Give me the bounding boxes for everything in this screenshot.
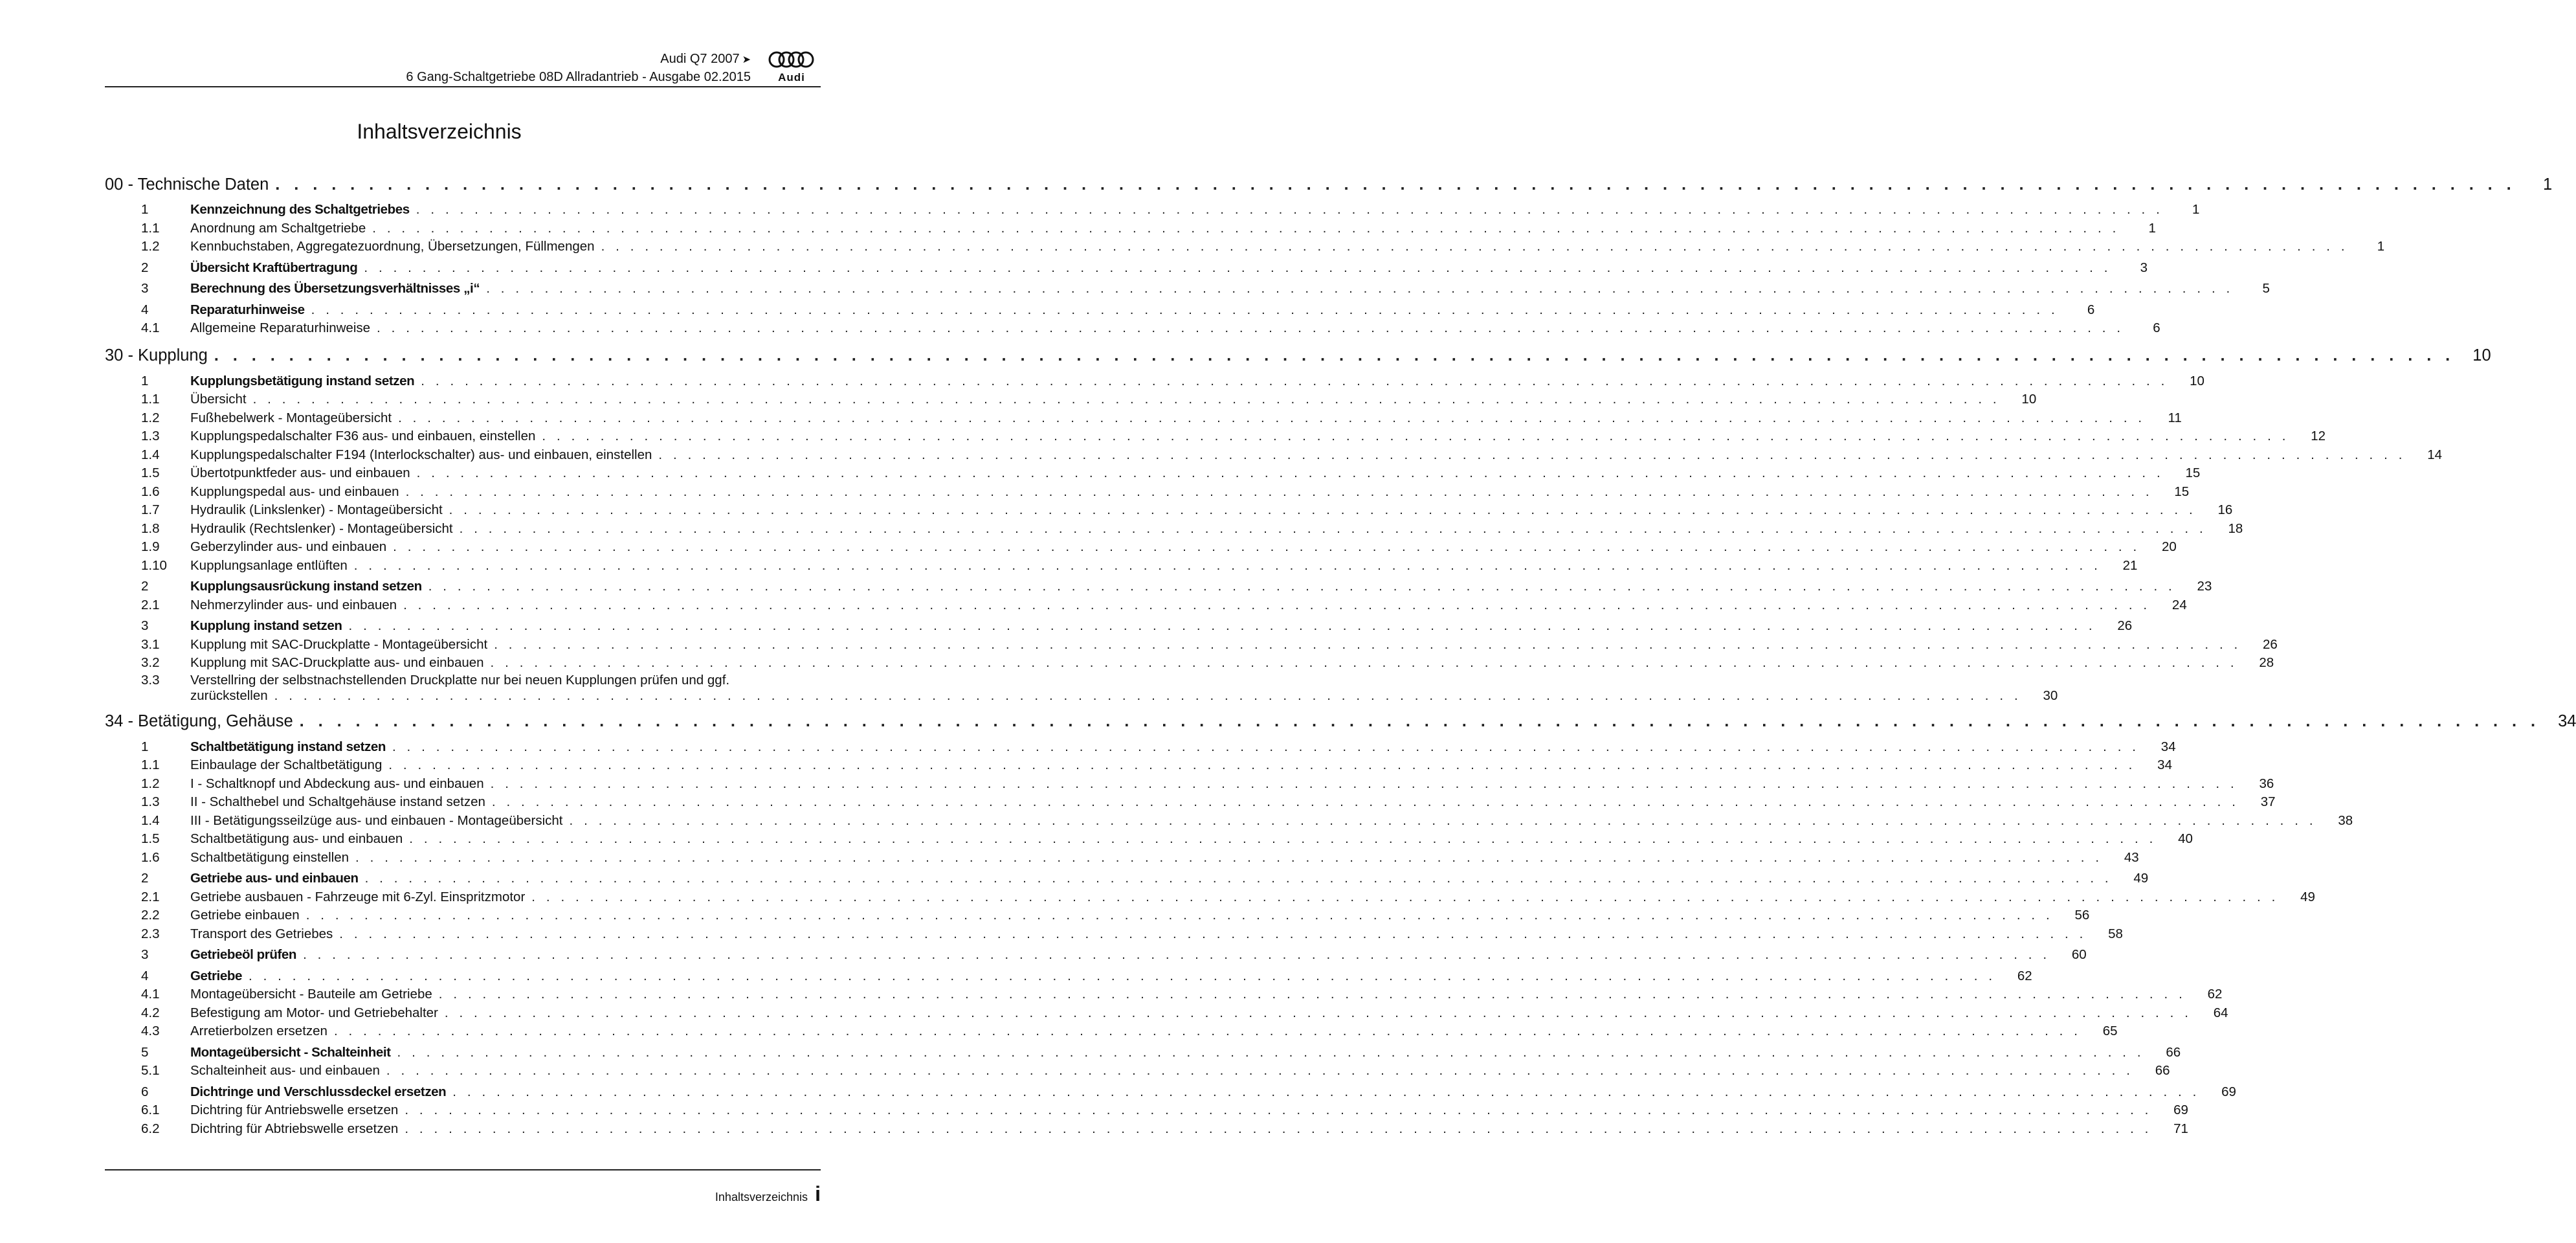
toc-entry-number: 2.3 — [141, 926, 160, 941]
toc-leader: . . . . . . . . . . . . . . . . . . . . . . . . . . . . . . . . . . . . . . . . . . . . . . . . . . . . . . . . . . . . . . . . . . . . . . . . . . . . . . . . . . . . . . . . . . . . . . . . . . . . . . . . . . . . . . . . . . . . . . . . — [486, 281, 2234, 297]
toc-leader: . . . . . . . . . . . . . . . . . . . . . . . . . . . . . . . . . . . . . . . . . . . . . . . . . . . . . . . . . . . . . . . . . . . . . . . . . . . . . . . . . . . . . . . . . . . . . . . . . . . . . . . . . . . . . . . . . . . . . . . . — [444, 1005, 2192, 1020]
toc-entry-label: Kupplungspedalschalter F36 aus- und einbauen, einstellen — [190, 429, 536, 444]
toc-entry-label: Getriebe einbauen — [190, 908, 300, 923]
toc-entry-number: 6.2 — [141, 1121, 160, 1136]
toc-entry-label: Arretierbolzen ersetzen — [190, 1024, 328, 1039]
toc-entry-number: 3.2 — [141, 655, 160, 671]
toc-leader: . . . . . . . . . . . . . . . . . . . . . . . . . . . . . . . . . . . . . . . . . . . . . . . . . . . . . . . . . . . . . . . . . . . . . . . . . . . . . . . . . . . . . . . . . . . . . . . . . . . . . . . . . . . . . . . . . . . . . . . . — [490, 655, 2238, 671]
toc-chapter[interactable] — [105, 708, 2576, 735]
toc-page-number: 66 — [2166, 1044, 2181, 1060]
toc-entry-number: 1.1 — [141, 392, 160, 407]
toc-entry-label: Getriebeöl prüfen — [190, 947, 297, 963]
toc-entry-number: 1.2 — [141, 239, 160, 254]
toc-leader: . . . . . . . . . . . . . . . . . . . . . . . . . . . . . . . . . . . . . . . . . . . . . . . . . . . . . . . . . . . . . . . . . . . . . . . . . . . . . . . . . . . . . . . . . . . . . . . . . . . . . . . . . . . . . . . . . . . . . . . . — [311, 302, 2059, 317]
toc-page-number: 60 — [2071, 947, 2087, 963]
toc-page-number: 1 — [2542, 175, 2553, 194]
toc-entry-number: 2 — [141, 871, 149, 886]
toc-entry-label: Getriebe aus- und einbauen — [190, 871, 359, 886]
toc-page-number: 11 — [2168, 410, 2182, 425]
toc-entry-label: Hydraulik (Linkslenker) - Montageübersicht — [190, 502, 443, 518]
toc-entry-label: Kennzeichnung des Schaltgetriebes — [190, 202, 410, 218]
toc-leader: . . . . . . . . . . . . . . . . . . . . . . . . . . . . . . . . . . . . . . . . . . . . . . . . . . . . . . . . . . . . . . . . . . . . . . . . . . . . . . . . . . . . . . . . . . . . . . . . . . . . . . . . . . . . . . . . . . . . . . . . — [398, 410, 2146, 425]
toc-entry-label: Kennbuchstaben, Aggregatezuordnung, Übersetzungen, Füllmengen — [190, 239, 595, 254]
toc-entry[interactable] — [105, 446, 2443, 465]
toc-page-number: 14 — [2427, 447, 2443, 462]
toc-entry-label: I - Schaltknopf und Abdeckung aus- und einbauen — [190, 776, 484, 791]
toc-page-number: 21 — [2122, 557, 2138, 573]
page-header — [105, 49, 821, 88]
toc-entry[interactable] — [105, 888, 2315, 907]
toc-entry[interactable] — [105, 238, 2385, 256]
toc-leader: . . . . . . . . . . . . . . . . . . . . . . . . . . . . . . . . . . . . . . . . . . . . . . . . . . . . . . . . . . . . . . . . . . . . . . . . . . . . . . . . . . . . . . . . . . . . . . . . . . . . . . . . . . . . . . . . . . . . . . . . — [305, 908, 2054, 923]
toc-entry-number: 3.1 — [141, 636, 160, 652]
toc-page-number: 34 — [2157, 757, 2172, 773]
toc-entry-number: 1.5 — [141, 465, 160, 481]
footer-page-number: i — [815, 1182, 821, 1205]
toc-entry[interactable] — [105, 985, 2223, 1004]
toc-entry-number: 1.3 — [141, 429, 160, 444]
toc-leader: . . . . . . . . . . . . . . . . . . . . . . . . . . . . . . . . . . . . . . . . . . . . . . . . . . . . . . . . . . . . . . . . . . . . . . . . . . . . . . . . . . . . . . . . . . . . . . . . . . . . . . . . . . . . . . . . . . . . . . . . — [333, 1024, 2082, 1039]
toc-section[interactable] — [105, 946, 2087, 965]
toc-entry-label: Kupplungspedalschalter F194 (Interlockschalter) aus- und einbauen, einstellen — [190, 447, 652, 462]
toc-leader: . . . . . . . . . . . . . . . . . . . . . . . . . . . . . . . . . . . . . . . . . . . . . . . . . . . . . . . . . . . . . . . . . . . . . . . . . . . . . . . . . . . . . . . . . . . . . . . . . . . . . . . . . . . . . . . . . . . . . . . . — [601, 239, 2349, 254]
toc-leader: . . . . . . . . . . . . . . . . . . . . . . . . . . . . . . . . . . . . . . . . . . . . . . . . . . . . . . . . . . . . . . . . . . . . . . . . . . . . . . . . . . . . . . . . . . . . . . . . . . . . . . . . . . . . . . . . . . . . . . . . — [403, 597, 2151, 612]
toc-entry[interactable] — [105, 775, 2274, 794]
toc-entry-number: 5.1 — [141, 1063, 160, 1079]
toc-page-number: 1 — [2192, 202, 2200, 218]
toc-section[interactable] — [105, 280, 2270, 298]
toc-page-number: 69 — [2173, 1103, 2188, 1118]
toc-leader: . . . . . . . . . . . . . . . . . . . . . . . . . . . . . . . . . . . . . . . . . . . . . . . . . . . . . . . . . . . . . . . . . . . . . . . . . . . . . . . . . . . . . . . . . . . . . . . . . . . . . . . . . . . . . . . . . . . . . . . . — [438, 987, 2186, 1002]
toc-entry-label-cont: zurückstellen — [190, 688, 268, 703]
toc-entry[interactable] — [105, 319, 2160, 338]
toc-section[interactable] — [105, 617, 2133, 636]
toc-entry-number: 1 — [141, 373, 149, 388]
toc-page-number: 15 — [2174, 484, 2190, 499]
toc-page-number: 43 — [2124, 849, 2139, 865]
toc-entry[interactable] — [105, 1062, 2170, 1081]
toc-entry-number: 4 — [141, 302, 149, 317]
toc-entry[interactable] — [105, 219, 2156, 238]
toc-leader: . . . . . . . . . . . . . . . . . . . . . . . . . . . . . . . . . . . . . . . . . . . . . . . . . . . . . . . . . . . . . . . . . . . . . . . . . . . . . . . . . . . . . . . . . . . . . . . . . . . . . . . . . . . . . . . . . . . . . . . . — [214, 346, 2455, 364]
toc-page-number: 49 — [2300, 889, 2315, 904]
toc-entry[interactable] — [105, 538, 2177, 557]
toc-entry-number: 3 — [141, 618, 149, 634]
toc-entry-label: Dichtring für Abtriebswelle ersetzen — [190, 1121, 399, 1136]
toc-entry[interactable] — [105, 849, 2139, 868]
table-of-contents — [105, 171, 2576, 1138]
toc-entry-label: Getriebe ausbauen - Fahrzeuge mit 6-Zyl. Einspritzmotor — [190, 889, 526, 904]
toc-entry[interactable] — [105, 501, 2233, 520]
toc-leader: . . . . . . . . . . . . . . . . . . . . . . . . . . . . . . . . . . . . . . . . . . . . . . . . . . . . . . . . . . . . . . . . . . . . . . . . . . . . . . . . . . . . . . . . . . . . . . . . . . . . . . . . . . . . . . . . . . . . . . . . — [377, 320, 2124, 336]
toc-entry-label: III - Betätigungsseilzüge aus- und einbauen - Montageübersicht — [190, 812, 563, 828]
toc-leader: . . . . . . . . . . . . . . . . . . . . . . . . . . . . . . . . . . . . . . . . . . . . . . . . . . . . . . . . . . . . . . . . . . . . . . . . . . . . . . . . . . . . . . . . . . . . . . . . . . . . . . . . . . . . . . . . . . . . . . . . — [303, 947, 2050, 963]
toc-entry-label: Allgemeine Reparaturhinweise — [190, 320, 371, 336]
toc-leader: . . . . . . . . . . . . . . . . . . . . . . . . . . . . . . . . . . . . . . . . . . . . . . . . . . . . . . . . . . . . . . . . . . . . . . . . . . . . . . . . . . . . . . . . . . . . . . . . . . . . . . . . . . . . . . . . . . . . . . . . — [339, 926, 2087, 941]
toc-entry-label: Schalteinheit aus- und einbauen — [190, 1063, 380, 1079]
toc-entry[interactable] — [105, 464, 2201, 483]
toc-entry[interactable] — [105, 557, 2138, 576]
toc-entry-label: Montageübersicht - Bauteile am Getriebe — [190, 987, 432, 1002]
toc-entry-number: 1.5 — [141, 831, 160, 847]
toc-entry[interactable] — [105, 427, 2326, 446]
toc-leader: . . . . . . . . . . . . . . . . . . . . . . . . . . . . . . . . . . . . . . . . . . . . . . . . . . . . . . . . . . . . . . . . . . . . . . . . . . . . . . . . . . . . . . . . . . . . . . . . . . . . . . . . . . . . . . . . . . . . . . . . — [542, 429, 2290, 444]
toc-entry-number: 3 — [141, 281, 149, 297]
toc-page-number: 26 — [2263, 636, 2278, 652]
toc-entry-label: Übersicht — [190, 392, 247, 407]
toc-leader: . . . . . . . . . . . . . . . . . . . . . . . . . . . . . . . . . . . . . . . . . . . . . . . . . . . . . . . . . . . . . . . . . . . . . . . . . . . . . . . . . . . . . . . . . . . . . . . . . . . . . . . . . . . . . . . . . . . . . . . . — [299, 712, 2540, 730]
toc-leader: . . . . . . . . . . . . . . . . . . . . . . . . . . . . . . . . . . . . . . . . . . . . . . . . . . . . . . . . . . . . . . . . . . . . . . . . . . . . . . . . . . . . . . . . . . . . . . . . . . . . . . . . . . . . . . . . . . . . . . . . — [569, 812, 2317, 828]
toc-entry-number: 1.7 — [141, 502, 160, 518]
toc-entry-label: Montageübersicht - Schalteinheit — [190, 1044, 391, 1060]
toc-entry-number: 4.1 — [141, 320, 160, 336]
toc-leader: . . . . . . . . . . . . . . . . . . . . . . . . . . . . . . . . . . . . . . . . . . . . . . . . . . . . . . . . . . . . . . . . . . . . . . . . . . . . . . . . . . . . . . . . . . . . . . . . . . . . . . . . . . . . . . . . . . . . . . . . — [421, 373, 2168, 388]
toc-entry-number: 1.4 — [141, 447, 160, 462]
toc-entry-label: Schaltbetätigung einstellen — [190, 849, 350, 865]
toc-leader: . . . . . . . . . . . . . . . . . . . . . . . . . . . . . . . . . . . . . . . . . . . . . . . . . . . . . . . . . . . . . . . . . . . . . . . . . . . . . . . . . . . . . . . . . . . . . . . . . . . . . . . . . . . . . . . . . . . . . . . . — [405, 1103, 2152, 1118]
toc-page-number: 36 — [2259, 776, 2274, 791]
toc-page-number: 3 — [2140, 260, 2148, 275]
toc-entry-number: 1.6 — [141, 849, 160, 865]
toc-entry[interactable] — [105, 906, 2090, 925]
toc-entry-number: 1 — [141, 202, 149, 218]
toc-entry-number: 4.2 — [141, 1005, 160, 1020]
toc-entry-label: Kupplungsbetätigung instand setzen — [190, 373, 415, 388]
toc-section[interactable] — [105, 1083, 2236, 1102]
toc-entry-label: Dichtring für Antriebswelle ersetzen — [190, 1103, 399, 1118]
toc-page-number: 28 — [2259, 655, 2274, 671]
toc-entry-number: 1.4 — [141, 812, 160, 828]
toc-entry-label: Hydraulik (Rechtslenker) - Montageübersicht — [190, 521, 453, 536]
toc-entry[interactable] — [105, 1120, 2188, 1139]
toc-page-number: 49 — [2133, 871, 2149, 886]
toc-page-number: 20 — [2161, 539, 2177, 555]
toc-leader: . . . . . . . . . . . . . . . . . . . . . . . . . . . . . . . . . . . . . . . . . . . . . . . . . . . . . . . . . . . . . . . . . . . . . . . . . . . . . . . . . . . . . . . . . . . . . . . . . . . . . . . . . . . . . . . . . . . . . . . . — [275, 175, 2516, 194]
toc-leader: . . . . . . . . . . . . . . . . . . . . . . . . . . . . . . . . . . . . . . . . . . . . . . . . . . . . . . . . . . . . . . . . . . . . . . . . . . . . . . . . . . . . . . . . . . . . . . . . . . . . . . . . . . . . . . . . . . . . . . . . — [490, 776, 2238, 791]
toc-entry-label: Kupplung mit SAC-Druckplatte aus- und einbauen — [190, 655, 484, 671]
toc-leader: . . . . . . . . . . . . . . . . . . . . . . . . . . . . . . . . . . . . . . . . . . . . . . . . . . . . . . . . . . . . . . . . . . . . . . . . . . . . . . . . . . . . . . . . . . . . . . . . . . . . . . . . . . . . . . . . . . . . . . . . — [252, 392, 2001, 407]
toc-entry[interactable] — [105, 654, 2274, 673]
toc-entry[interactable] — [105, 1004, 2228, 1023]
toc-leader: . . . . . . . . . . . . . . . . . . . . . . . . . . . . . . . . . . . . . . . . . . . . . . . . . . . . . . . . . . . . . . . . . . . . . . . . . . . . . . . . . . . . . . . . . . . . . . . . . . . . . . . . . . . . . . . . . . . . . . . . — [428, 579, 2176, 594]
toc-leader: . . . . . . . . . . . . . . . . . . . . . . . . . . . . . . . . . . . . . . . . . . . . . . . . . . . . . . . . . . . . . . . . . . . . . . . . . . . . . . . . . . . . . . . . . . . . . . . . . . . . . . . . . . . . . . . . . . . . . . . . — [392, 739, 2140, 754]
toc-entry[interactable] — [105, 812, 2353, 831]
toc-page-number: 69 — [2221, 1084, 2236, 1099]
toc-page-number: 65 — [2102, 1024, 2118, 1039]
toc-page-number: 26 — [2117, 618, 2133, 634]
audi-logo — [762, 50, 821, 83]
toc-page-number: 64 — [2213, 1005, 2228, 1020]
toc-entry-number: 2 — [141, 579, 149, 594]
toc-page-number: 62 — [2017, 968, 2032, 983]
toc-leader: . . . . . . . . . . . . . . . . . . . . . . . . . . . . . . . . . . . . . . . . . . . . . . . . . . . . . . . . . . . . . . . . . . . . . . . . . . . . . . . . . . . . . . . . . . . . . . . . . . . . . . . . . . . . . . . . . . . . . . . . — [491, 794, 2239, 810]
toc-leader: . . . . . . . . . . . . . . . . . . . . . . . . . . . . . . . . . . . . . . . . . . . . . . . . . . . . . . . . . . . . . . . . . . . . . . . . . . . . . . . . . . . . . . . . . . . . . . . . . . . . . . . . . . . . . . . . . . . . . . . . — [353, 557, 2102, 573]
toc-entry[interactable] — [105, 409, 2182, 428]
toc-entry-label: Kupplungsanlage entlüften — [190, 557, 348, 573]
toc-chapter[interactable] — [105, 171, 2553, 198]
toc-page-number: 12 — [2311, 429, 2326, 444]
toc-leader: . . . . . . . . . . . . . . . . . . . . . . . . . . . . . . . . . . . . . . . . . . . . . . . . . . . . . . . . . . . . . . . . . . . . . . . . . . . . . . . . . . . . . . . . . . . . . . . . . . . . . . . . . . . . . . . . . . . . . . . . — [364, 871, 2113, 886]
toc-leader: . . . . . . . . . . . . . . . . . . . . . . . . . . . . . . . . . . . . . . . . . . . . . . . . . . . . . . . . . . . . . . . . . . . . . . . . . . . . . . . . . . . . . . . . . . . . . . . . . . . . . . . . . . . . . . . . . . . . . . . . — [388, 757, 2136, 773]
toc-page-number: 10 — [2472, 346, 2491, 364]
header-subtitle: 6 Gang-Schaltgetriebe 08D Allradantrieb - Ausgabe 02.2015 — [406, 70, 751, 84]
toc-leader: . . . . . . . . . . . . . . . . . . . . . . . . . . . . . . . . . . . . . . . . . . . . . . . . . . . . . . . . . . . . . . . . . . . . . . . . . . . . . . . . . . . . . . . . . . . . . . . . . . . . . . . . . . . . . . . . . . . . . . . . — [416, 465, 2164, 481]
toc-leader: . . . . . . . . . . . . . . . . . . . . . . . . . . . . . . . . . . . . . . . . . . . . . . . . . . . . . . . . . . . . . . . . . . . . . . . . . . . . . . . . . . . . . . . . . . . . . . . . . . . . . . . . . . . . . . . . . . . . . . . . — [494, 636, 2241, 652]
toc-entry[interactable] — [105, 483, 2190, 502]
toc-section[interactable] — [105, 1044, 2181, 1062]
toc-entry-number: 1.8 — [141, 521, 160, 536]
toc-entry[interactable] — [105, 830, 2193, 849]
toc-page-number: 30 — [2043, 688, 2058, 703]
toc-page-number: 10 — [2021, 392, 2037, 407]
audi-wordmark: Audi — [778, 71, 805, 84]
footer-divider — [105, 1169, 821, 1170]
toc-entry[interactable] — [105, 1022, 2118, 1041]
toc-entry-label: Kupplung instand setzen — [190, 618, 342, 634]
toc-entry[interactable] — [105, 520, 2243, 539]
toc-entry-label: Übertotpunktfeder aus- und einbauen — [190, 465, 410, 481]
toc-entry-number: 6.1 — [141, 1103, 160, 1118]
toc-leader: . . . . . . . . . . . . . . . . . . . . . . . . . . . . . . . . . . . . . . . . . . . . . . . . . . . . . . . . . . . . . . . . . . . . . . . . . . . . . . . . . . . . . . . . . . . . . . . . . . . . . . . . . . . . . . . . . . . . . . . . — [416, 202, 2164, 218]
toc-page-number: 15 — [2185, 465, 2201, 481]
toc-page-number: 16 — [2217, 502, 2233, 518]
toc-entry-number: 1.3 — [141, 794, 160, 810]
toc-section[interactable] — [105, 301, 2095, 320]
toc-page-number: 5 — [2262, 281, 2270, 297]
toc-chapter-title: 34 - Betätigung, Gehäuse — [105, 712, 293, 730]
toc-entry-label: Getriebe — [190, 968, 242, 983]
toc-leader: . . . . . . . . . . . . . . . . . . . . . . . . . . . . . . . . . . . . . . . . . . . . . . . . . . . . . . . . . . . . . . . . . . . . . . . . . . . . . . . . . . . . . . . . . . . . . . . . . . . . . . . . . . . . . . . . . . . . . . . . — [405, 1121, 2152, 1136]
toc-leader: . . . . . . . . . . . . . . . . . . . . . . . . . . . . . . . . . . . . . . . . . . . . . . . . . . . . . . . . . . . . . . . . . . . . . . . . . . . . . . . . . . . . . . . . . . . . . . . . . . . . . . . . . . . . . . . . . . . . . . . . — [393, 539, 2140, 555]
toc-entry[interactable] — [105, 756, 2172, 775]
toc-page-number: 23 — [2197, 579, 2212, 594]
toc-page-number: 34 — [2160, 739, 2176, 754]
toc-section[interactable] — [105, 577, 2212, 596]
toc-leader: . . . . . . . . . . . . . . . . . . . . . . . . . . . . . . . . . . . . . . . . . . . . . . . . . . . . . . . . . . . . . . . . . . . . . . . . . . . . . . . . . . . . . . . . . . . . . . . . . . . . . . . . . . . . . . . . . . . . . . . . — [459, 521, 2207, 536]
toc-entry-number: 2.2 — [141, 908, 160, 923]
toc-leader: . . . . . . . . . . . . . . . . . . . . . . . . . . . . . . . . . . . . . . . . . . . . . . . . . . . . . . . . . . . . . . . . . . . . . . . . . . . . . . . . . . . . . . . . . . . . . . . . . . . . . . . . . . . . . . . . . . . . . . . . — [449, 502, 2197, 518]
toc-entry-label: Kupplungsausrückung instand setzen — [190, 579, 422, 594]
toc-page-number: 38 — [2338, 812, 2353, 828]
toc-page-number: 10 — [2190, 373, 2204, 388]
toc-entry-label: Anordnung am Schaltgetriebe — [190, 220, 366, 236]
toc-entry-number: 1.9 — [141, 539, 160, 555]
toc-section[interactable] — [105, 967, 2032, 986]
toc-section[interactable] — [105, 372, 2204, 391]
toc-page-number: 71 — [2173, 1121, 2188, 1136]
audi-rings-icon — [762, 50, 821, 71]
toc-entry-label: Berechnung des Übersetzungsverhältnisses „i“ — [190, 281, 480, 297]
toc-entry-label: Nehmerzylinder aus- und einbauen — [190, 597, 397, 612]
toc-page-number: 66 — [2155, 1063, 2170, 1079]
toc-entry-label: Befestigung am Motor- und Getriebehalter — [190, 1005, 438, 1020]
toc-leader: . . . . . . . . . . . . . . . . . . . . . . . . . . . . . . . . . . . . . . . . . . . . . . . . . . . . . . . . . . . . . . . . . . . . . . . . . . . . . . . . . . . . . . . . . . . . . . . . . . . . . . . . . . . . . . . . . . . . . . . . — [452, 1084, 2200, 1099]
toc-leader: . . . . . . . . . . . . . . . . . . . . . . . . . . . . . . . . . . . . . . . . . . . . . . . . . . . . . . . . . . . . . . . . . . . . . . . . . . . . . . . . . . . . . . . . . . . . . . . . . . . . . . . . . . . . . . . . . . . . . . . . — [372, 220, 2120, 236]
toc-entry[interactable] — [105, 672, 2058, 704]
toc-page-number: 34 — [2558, 712, 2576, 730]
toc-page-number: 58 — [2108, 926, 2123, 941]
toc-entry-number: 1.1 — [141, 220, 160, 236]
header-model: Audi Q7 2007 — [660, 52, 740, 66]
toc-leader: . . . . . . . . . . . . . . . . . . . . . . . . . . . . . . . . . . . . . . . . . . . . . . . . . . . . . . . . . . . . . . . . . . . . . . . . . . . . . . . . . . . . . . . . . . . . . . . . . . . . . . . . . . . . . . . . . . . . . . . . — [397, 1044, 2145, 1060]
toc-section[interactable] — [105, 738, 2176, 757]
toc-entry-number: 1.1 — [141, 757, 160, 773]
toc-entry-number: 3 — [141, 947, 149, 963]
toc-page-number: 1 — [2148, 220, 2156, 236]
toc-entry-number: 1 — [141, 739, 149, 754]
toc-entry-number: 1.6 — [141, 484, 160, 499]
toc-leader: . . . . . . . . . . . . . . . . . . . . . . . . . . . . . . . . . . . . . . . . . . . . . . . . . . . . . . . . . . . . . . . . . . . . . . . . . . . . . . . . . . . . . . . . . . . . . . . . . . . . . . . . . . . . . . . . . . . . . . . . — [405, 484, 2153, 499]
toc-entry-number: 6 — [141, 1084, 149, 1099]
toc-entry[interactable] — [105, 596, 2187, 615]
toc-page-number: 6 — [2153, 320, 2160, 336]
toc-entry-number: 4.1 — [141, 987, 160, 1002]
toc-page-number: 24 — [2171, 597, 2187, 612]
toc-entry[interactable] — [105, 636, 2278, 655]
toc-page-number: 18 — [2228, 521, 2243, 536]
toc-entry-label: Kupplungspedal aus- und einbauen — [190, 484, 399, 499]
toc-entry-label: Übersicht Kraftübertragung — [190, 260, 358, 275]
toc-entry-label: Einbaulage der Schaltbetätigung — [190, 757, 383, 773]
toc-entry-label: II - Schalthebel und Schaltgehäuse instand setzen — [190, 794, 485, 810]
toc-leader: . . . . . . . . . . . . . . . . . . . . . . . . . . . . . . . . . . . . . . . . . . . . . . . . . . . . . . . . . . . . . . . . . . . . . . . . . . . . . . . . . . . . . . . . . . . . . . . . . . . . . . . . . . . . . . . . . . . . . . . . — [364, 260, 2112, 275]
toc-entry-number: 2.1 — [141, 889, 160, 904]
toc-leader: . . . . . . . . . . . . . . . . . . . . . . . . . . . . . . . . . . . . . . . . . . . . . . . . . . . . . . . . . . . . . . . . . . . . . . . . . . . . . . . . . . . . . . . . . . . . . . . . . . . . . . . . . . . . . . . . . . . . . . . . — [348, 618, 2096, 634]
toc-entry-label: Verstellring der selbstnachstellenden Druckplatte nur bei neuen Kupplungen prüfen und ggf. — [190, 672, 730, 688]
toc-leader: . . . . . . . . . . . . . . . . . . . . . . . . . . . . . . . . . . . . . . . . . . . . . . . . . . . . . . . . . . . . . . . . . . . . . . . . . . . . . . . . . . . . . . . . . . . . . . . . . . . . . . . . . . . . . . . . . . . . . . . . — [274, 688, 2022, 703]
toc-page-number: 6 — [2087, 302, 2095, 317]
arrow-right-icon: ➤ — [742, 54, 751, 65]
toc-entry-label: Geberzylinder aus- und einbauen — [190, 539, 387, 555]
toc-entry-number: 1.10 — [141, 557, 167, 573]
toc-entry[interactable] — [105, 390, 2037, 409]
toc-entry-number: 1.2 — [141, 410, 160, 425]
toc-leader: . . . . . . . . . . . . . . . . . . . . . . . . . . . . . . . . . . . . . . . . . . . . . . . . . . . . . . . . . . . . . . . . . . . . . . . . . . . . . . . . . . . . . . . . . . . . . . . . . . . . . . . . . . . . . . . . . . . . . . . . — [409, 831, 2157, 847]
toc-section[interactable] — [105, 869, 2149, 888]
toc-entry-number: 4.3 — [141, 1024, 160, 1039]
toc-leader: . . . . . . . . . . . . . . . . . . . . . . . . . . . . . . . . . . . . . . . . . . . . . . . . . . . . . . . . . . . . . . . . . . . . . . . . . . . . . . . . . . . . . . . . . . . . . . . . . . . . . . . . . . . . . . . . . . . . . . . . — [355, 849, 2103, 865]
toc-entry-number: 4 — [141, 968, 149, 983]
toc-leader: . . . . . . . . . . . . . . . . . . . . . . . . . . . . . . . . . . . . . . . . . . . . . . . . . . . . . . . . . . . . . . . . . . . . . . . . . . . . . . . . . . . . . . . . . . . . . . . . . . . . . . . . . . . . . . . . . . . . . . . . — [531, 889, 2279, 904]
toc-page-number: 56 — [2074, 908, 2090, 923]
header-divider — [105, 86, 821, 87]
toc-entry-label: Schaltbetätigung instand setzen — [190, 739, 386, 754]
toc-entry-label: Dichtringe und Verschlussdeckel ersetzen — [190, 1084, 447, 1099]
toc-entry[interactable] — [105, 1101, 2188, 1120]
toc-entry-number: 3.3 — [141, 672, 160, 688]
toc-entry-number: 5 — [141, 1044, 149, 1060]
toc-entry[interactable] — [105, 925, 2123, 944]
toc-page-number: 40 — [2178, 831, 2193, 847]
toc-entry[interactable] — [105, 793, 2276, 812]
toc-chapter[interactable] — [105, 342, 2491, 370]
toc-leader: . . . . . . . . . . . . . . . . . . . . . . . . . . . . . . . . . . . . . . . . . . . . . . . . . . . . . . . . . . . . . . . . . . . . . . . . . . . . . . . . . . . . . . . . . . . . . . . . . . . . . . . . . . . . . . . . . . . . . . . . — [658, 447, 2406, 462]
toc-entry-label: Schaltbetätigung aus- und einbauen — [190, 831, 403, 847]
toc-entry-label: Kupplung mit SAC-Druckplatte - Montageübersicht — [190, 636, 488, 652]
footer-section-label: Inhaltsverzeichnis — [715, 1191, 808, 1204]
toc-leader: . . . . . . . . . . . . . . . . . . . . . . . . . . . . . . . . . . . . . . . . . . . . . . . . . . . . . . . . . . . . . . . . . . . . . . . . . . . . . . . . . . . . . . . . . . . . . . . . . . . . . . . . . . . . . . . . . . . . . . . . — [386, 1063, 2134, 1079]
toc-page-number: 62 — [2207, 987, 2223, 1002]
toc-chapter-title: 00 - Technische Daten — [105, 175, 269, 194]
toc-chapter-title: 30 - Kupplung — [105, 346, 208, 364]
toc-leader: . . . . . . . . . . . . . . . . . . . . . . . . . . . . . . . . . . . . . . . . . . . . . . . . . . . . . . . . . . . . . . . . . . . . . . . . . . . . . . . . . . . . . . . . . . . . . . . . . . . . . . . . . . . . . . . . . . . . . . . . — [248, 968, 1996, 983]
toc-entry-label: Fußhebelwerk - Montageübersicht — [190, 410, 392, 425]
toc-page-number: 1 — [2377, 239, 2385, 254]
toc-entry-number: 2 — [141, 260, 149, 275]
toc-entry-label: Reparaturhinweise — [190, 302, 305, 317]
toc-entry-label: Transport des Getriebes — [190, 926, 333, 941]
toc-entry-number: 1.2 — [141, 776, 160, 791]
toc-section[interactable] — [105, 201, 2200, 219]
toc-page-number: 37 — [2260, 794, 2276, 810]
page-title: Inhaltsverzeichnis — [357, 120, 522, 143]
toc-section[interactable] — [105, 259, 2148, 278]
toc-entry-number: 2.1 — [141, 597, 160, 612]
